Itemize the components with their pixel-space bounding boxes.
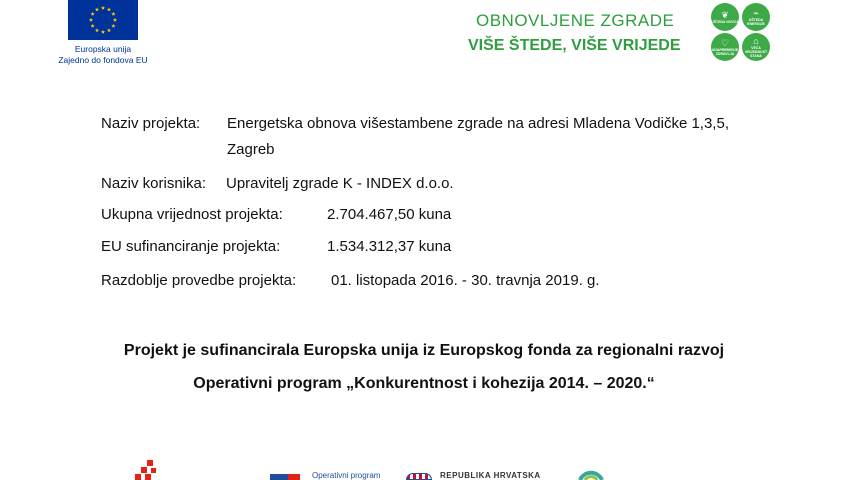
- health-icon: ♡: [720, 37, 730, 48]
- beneficiary-value: Upravitelj zgrade K - INDEX d.o.o.: [226, 175, 454, 192]
- eu-caption-line1: Europska unija: [74, 44, 132, 54]
- ministry-logo-icon: [576, 466, 606, 480]
- total-value-label: Ukupna vrijednost projekta:: [101, 206, 283, 223]
- eu-star-icon: [101, 6, 105, 10]
- campaign-slogan: VIŠE ŠTEDE, VIŠE VRIJEDE: [468, 37, 681, 54]
- eu-star-icon: [111, 24, 115, 28]
- eu-star-icon: [91, 24, 95, 28]
- beneficiary-label: Naziv korisnika:: [101, 175, 207, 192]
- eu-star-icon: [107, 7, 111, 11]
- project-name-value: Energetska obnova višestambene zgrade na adresi Mladena Vodičke 1,3,5,: [227, 115, 729, 132]
- croatia-coat-icon: [406, 473, 432, 480]
- badge-money: ❦ UŠTEDA NOVCA: [711, 3, 739, 31]
- eu-funding-amount: 1.534.312,37 kuna: [327, 238, 452, 255]
- leaf-icon: ❦: [721, 9, 729, 20]
- eu-funding-label: EU sufinanciranje projekta:: [101, 238, 281, 255]
- building-icon: ⌂: [753, 35, 759, 46]
- period-label: Razdoblje provedbe projekta:: [101, 272, 297, 289]
- energy-icon: ⌁: [753, 7, 759, 18]
- period-value: 01. listopada 2016. - 30. travnja 2019. g.: [331, 272, 600, 289]
- badge-value: ⌂ VEĆA VRIJEDNOST STANA: [742, 33, 770, 61]
- eu-flag-icon: [68, 0, 138, 40]
- total-value-amount: 2.704.467,50 kuna: [327, 206, 452, 223]
- eu-caption: [48, 44, 158, 66]
- badge-health: ♡ UNAPREĐENJE ZDRAVLJA: [711, 33, 739, 61]
- badge-energy: ⌁ UŠTEDA ENERGIJE: [742, 3, 770, 31]
- op-logo-icon: [270, 474, 300, 480]
- campaign-title: OBNOVLJENE ZGRADE: [476, 11, 675, 30]
- republic-logo-text: REPUBLIKA HRVATSKA: [440, 471, 541, 480]
- op-logo-text: Operativni program: [312, 471, 381, 480]
- project-name-label: Naziv projekta:: [101, 115, 201, 132]
- eu-star-icon: [107, 28, 111, 32]
- project-name-value-cont: Zagreb: [227, 141, 275, 158]
- eu-star-icon: [95, 28, 99, 32]
- eu-caption-line2: Zajedno do fondova EU: [58, 55, 148, 65]
- eu-star-icon: [113, 18, 117, 22]
- programme-statement: Operativni program „Konkurentnost i kohezija 2014. – 2020.“: [193, 375, 655, 392]
- red-squares-logo: [133, 458, 163, 480]
- eu-star-icon: [89, 18, 93, 22]
- eu-star-icon: [111, 12, 115, 16]
- eu-star-icon: [101, 30, 105, 34]
- eu-star-icon: [91, 12, 95, 16]
- cofinanced-statement: Projekt je sufinancirala Europska unija iz Europskog fonda za regionalni razvoj: [123, 342, 725, 359]
- eu-star-icon: [95, 7, 99, 11]
